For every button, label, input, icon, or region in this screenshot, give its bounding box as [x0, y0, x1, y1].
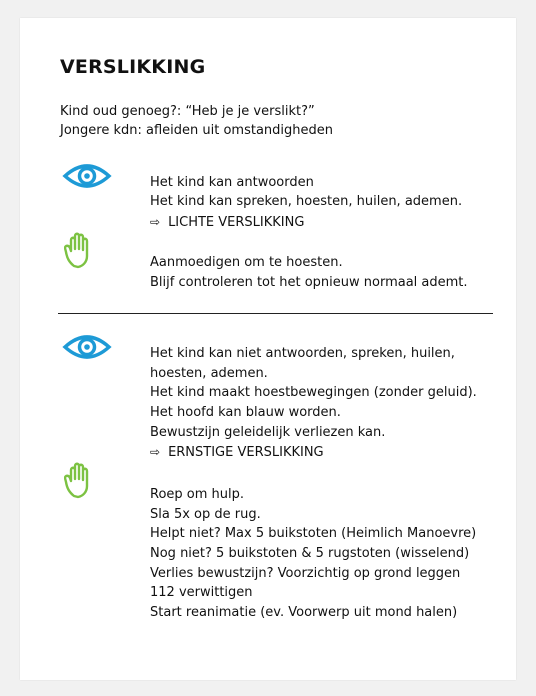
- severe-diagnosis: [150, 442, 324, 463]
- severe-diagnosis-label: ERNSTIGE VERSLIKKING: [168, 445, 324, 460]
- mild-observe-line-1: Het kind kan antwoorden: [150, 175, 314, 190]
- intro-line-2: Jongere kdn: afleiden uit omstandigheden: [60, 123, 333, 138]
- severe-observe-line-3: Het kind maakt hoestbewegingen (zonder geluid).: [150, 385, 477, 400]
- arrow-icon: ⇨: [150, 445, 161, 459]
- eye-icon: [62, 332, 112, 362]
- severe-act-line-3: Helpt niet? Max 5 buikstoten (Heimlich Manoevre): [150, 526, 477, 541]
- mild-act-line-2: Blijf controleren tot het opnieuw normaal ademt.: [150, 275, 468, 290]
- mild-observe-line-2: Het kind kan spreken, hoesten, huilen, ademen.: [150, 194, 463, 209]
- severe-act-line-2: Sla 5x op de rug.: [150, 507, 261, 522]
- intro-line-1: Kind oud genoeg?: “Heb je je verslikt?”: [60, 104, 315, 119]
- mild-act-line-1: Aanmoedigen om te hoesten.: [150, 255, 343, 270]
- severe-act-line-7: Start reanimatie (ev. Voorwerp uit mond halen): [150, 605, 458, 620]
- mild-diagnosis-label: LICHTE VERSLIKKING: [168, 215, 305, 230]
- severe-act-line-5: Verlies bewustzijn? Voorzichtig op grond leggen: [150, 566, 461, 581]
- arrow-icon: ⇨: [150, 215, 161, 229]
- page-title: VERSLIKKING: [60, 56, 206, 78]
- severe-observe-line-4: Het hoofd kan blauw worden.: [150, 405, 341, 420]
- mild-diagnosis: [150, 212, 304, 233]
- severe-act-line-6: 112 verwittigen: [150, 585, 253, 600]
- severe-act-line-1: Roep om hulp.: [150, 487, 245, 502]
- hand-icon: [64, 232, 96, 270]
- section-divider: [58, 313, 493, 314]
- eye-icon: [62, 161, 112, 191]
- severe-observe-line-2: hoesten, ademen.: [150, 366, 268, 381]
- severe-observe-line-5: Bewustzijn geleidelijk verliezen kan.: [150, 425, 386, 440]
- severe-act-line-4: Nog niet? 5 buikstoten & 5 rugstoten (wisselend): [150, 546, 470, 561]
- hand-icon: [64, 462, 96, 500]
- severe-observe-line-1: Het kind kan niet antwoorden, spreken, huilen,: [150, 346, 455, 361]
